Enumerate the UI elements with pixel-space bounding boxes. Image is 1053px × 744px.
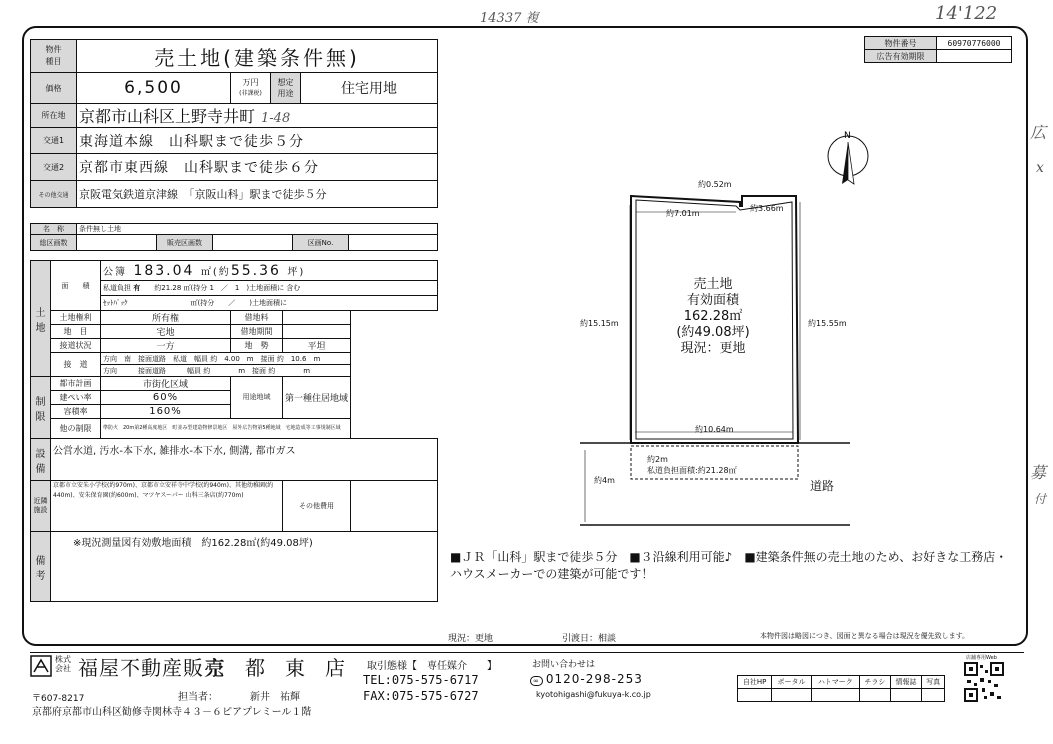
plan-center-2: 有効面積 [686, 293, 740, 308]
shakuchi-period-label: 借地期間 [231, 325, 283, 339]
handover-label: 引渡日： [562, 634, 599, 644]
location-value: 京都市山科区上野寺井町 [79, 107, 256, 126]
section-no-label: 区画No. [293, 235, 349, 251]
free-dial-number: 0120-298-253 [545, 672, 643, 686]
chimoku-label: 地 目 [51, 325, 101, 339]
ad-expiry [937, 50, 1012, 63]
transport-2-label: 交通2 [31, 154, 77, 181]
sale-sections-label: 販売区画数 [157, 235, 213, 251]
tsubo-unit: 坪) [287, 266, 306, 278]
north-arrow [828, 131, 868, 184]
road-label: 接 道 [51, 353, 101, 377]
summary-table [30, 39, 438, 208]
koubo-label: 公簿 [103, 266, 127, 278]
qr-code-icon[interactable] [964, 662, 1004, 702]
transport-3-value: 京阪電気鉄道京津線 「京阪山科」駅まで徒歩５分 [77, 181, 438, 208]
qr-label: 店舗専用Web [966, 655, 997, 661]
current-label: 現況： [448, 634, 476, 644]
handover-value: 相談 [598, 634, 617, 644]
manager-name: 新井 祐輝 [250, 692, 300, 703]
dim-top: 約7.01m [666, 209, 700, 218]
access-value: 一方 [101, 339, 231, 353]
name-label: 名 称 [31, 224, 77, 235]
right-label: 土地権利 [51, 311, 101, 325]
terrain-value: 平坦 [283, 339, 351, 353]
dim-top-small: 約0.52m [698, 180, 732, 189]
manager-label: 担当者： [178, 692, 218, 703]
access-label: 接道状況 [51, 339, 101, 353]
name-table [30, 223, 438, 251]
plan-center-1: 売土地 [693, 277, 733, 292]
promo-text: ■ＪＲ「山科」駅まで徒歩５分 ■３沿線利用可能♪ ■建築条件無の売土地のため、お好きな工務店・ハウスメーカーでの建築が可能です！ [450, 550, 1008, 581]
handwritten-addr: 1-48 [261, 111, 291, 126]
youto-label: 用途地域 [231, 377, 283, 419]
handwritten-note: 14337 複 [480, 11, 539, 26]
yoseki-value: 160% [101, 405, 231, 419]
facilities-label: 設備 [31, 439, 51, 481]
yoseki-label: 容積率 [51, 405, 101, 419]
total-sections-label: 総区画数 [31, 235, 77, 251]
private-road-share: ㎡(持分 1 ／ 1 )土地面積に 含む [183, 284, 301, 292]
property-no-label: 物件番号 [865, 37, 937, 50]
company-logo-icon [30, 655, 52, 677]
facilities-value: 公営水道, 汚水-本下水, 雑排水-本下水, 側溝, 都市ガス [51, 439, 438, 481]
private-road-note: 私道負担面積:約21.28㎡ [647, 466, 737, 475]
company-name: 福屋不動産販売 [78, 656, 225, 680]
deal-type [367, 657, 497, 672]
dim-road: 約4m [594, 476, 615, 485]
media-2: ポータル [772, 676, 812, 689]
land-side-label: 土地 [31, 261, 51, 377]
nearby-value: 京都市立安朱小学校(約970m)、京都市立安祥寺中学校(約940m)、其他幼稚園(約440m)、安朱保育園(約600m)、マツヤスーパー 山科三条店(約770m) [51, 481, 283, 532]
road-label: 道路 [810, 479, 835, 493]
setback-label: ｾｯﾄﾊﾞｯｸ [103, 299, 128, 307]
kenpei-label: 建ぺい率 [51, 391, 101, 405]
north-label: N [844, 131, 851, 141]
transport-1-label: 交通1 [31, 128, 77, 154]
name-value: 条件無し土地 [77, 224, 438, 235]
property-no: 60970776000 [937, 37, 1012, 50]
transport-1-value: 東海道本線 山科駅まで徒歩５分 [77, 128, 438, 154]
transport-3-label: その他交通 [31, 181, 77, 208]
use-label: 想定 用途 [271, 73, 301, 104]
area-sqm: 183.04 [133, 262, 195, 279]
restrict-side-label: 制限 [31, 377, 51, 439]
nearby-label: 近隣施設 [31, 481, 51, 532]
private-road-label: 私道負担 [103, 284, 131, 292]
price-label: 価格 [31, 73, 77, 104]
handwritten-number: 14'122 [935, 3, 998, 24]
dim-left: 約15.15m [580, 319, 619, 328]
other-cost-label: その他費用 [283, 481, 351, 532]
property-number-box [864, 36, 1012, 63]
handwritten-side-4: 付 [1034, 492, 1047, 506]
price-unit-cell [231, 73, 271, 104]
media-3: ハトマーク [811, 676, 859, 689]
dim-top-right: 約3.66m [750, 204, 784, 213]
tax-note: (非課税) [239, 90, 262, 97]
fax: FAX:075-575-6727 [363, 689, 479, 703]
city-plan-label: 都市計画 [51, 377, 101, 391]
terrain-label: 地 勢 [231, 339, 283, 353]
handover-status [562, 631, 616, 644]
dim-bottom: 約10.64m [695, 425, 734, 434]
company-address: 京都府京都市山科区勧修寺関林寺４３－６ピアプレミール１階 [32, 707, 312, 718]
price-value: 6,500 [77, 73, 231, 104]
remarks-label: 備考 [31, 532, 51, 602]
contact-label: お問い合わせは [532, 660, 596, 670]
chimoku-value: 宅地 [101, 325, 231, 339]
other-restrict-label: 他の制限 [51, 419, 101, 439]
setback: ㎡(持分 ／ )土地面積に [190, 299, 287, 307]
tel: TEL:075-575-6717 [363, 673, 479, 687]
use-value: 住宅用地 [301, 73, 438, 104]
handwritten-side-1: 広 [1030, 123, 1047, 142]
right-value: 所有権 [101, 311, 231, 325]
city-plan-value: 市街化区域 [101, 377, 231, 391]
email: kyotohigashi@fukuya-k.co.jp [536, 690, 651, 699]
remarks-value: ※現況測量図有効敷地面積 約162.28㎡(約49.08坪) [51, 532, 438, 602]
handwritten-side-2: x [1036, 160, 1044, 176]
land-plan [440, 110, 1020, 540]
road-2: 方向 接面道路 幅員 約 m 接面 約 m [101, 365, 351, 377]
deal-end: 】 [487, 661, 497, 672]
private-road-area: 約21.28 [154, 284, 182, 292]
plan-center-5: 現況：更地 [680, 341, 746, 356]
current-value: 更地 [475, 634, 494, 644]
plan-center-3: 162.28㎡ [683, 309, 743, 324]
land-table [30, 260, 438, 602]
location-label: 所在地 [31, 104, 77, 128]
dim-private: 約2m [647, 455, 668, 464]
plan-center-4: (約49.08坪) [676, 325, 750, 340]
media-6: 写真 [922, 676, 945, 689]
kenpei-value: 60% [101, 391, 231, 405]
road-1: 方向 南 接面道路 私道 幅員 約 4.00 m 接面 約 10.6 m [101, 353, 351, 365]
chidai-label: 借地料 [231, 311, 283, 325]
other-restrict-value: 準防火 20m第2種高度地区 町並み型建造物修景地区 屋外広告物第5種地域 宅地造成等工事規制区域 [101, 419, 351, 439]
company-postal: 〒607-8217 [32, 694, 85, 704]
private-road: 有 [133, 284, 141, 292]
type-label: 物件 種目 [31, 40, 77, 73]
youto-value: 第一種住居地域 [283, 377, 351, 419]
ad-expiry-label: 広告有効期限 [865, 50, 937, 63]
sqm-unit: ㎡(約 [200, 266, 231, 278]
handwritten-side-3: 募 [1030, 463, 1047, 482]
company-type: 株式 会社 [55, 655, 71, 673]
free-dial [530, 672, 643, 686]
company-branch: 京 都 東 店 [205, 656, 345, 680]
compass-needle [842, 142, 848, 184]
dim-right: 約15.55m [808, 319, 847, 328]
media-table [737, 675, 945, 702]
media-1: 自社HP [738, 676, 772, 689]
freedial-icon: ∞ [530, 676, 543, 686]
price-unit: 万円 [242, 78, 259, 87]
current-status [448, 631, 493, 644]
transport-2-value: 京都市東西線 山科駅まで徒歩６分 [77, 154, 438, 181]
area-tsubo: 55.36 [230, 262, 281, 279]
media-5: 情報誌 [890, 676, 921, 689]
plan-disclaimer: 本物件図は略図につき、図面と異なる場合は現況を優先致します。 [760, 632, 970, 640]
deal-label: 取引態様【 [367, 661, 417, 672]
area-label: 面 積 [51, 261, 101, 311]
page-title: 売土地(建築条件無) [77, 40, 438, 73]
deal-value: 専任媒介 [427, 661, 467, 672]
media-4: チラシ [859, 676, 890, 689]
